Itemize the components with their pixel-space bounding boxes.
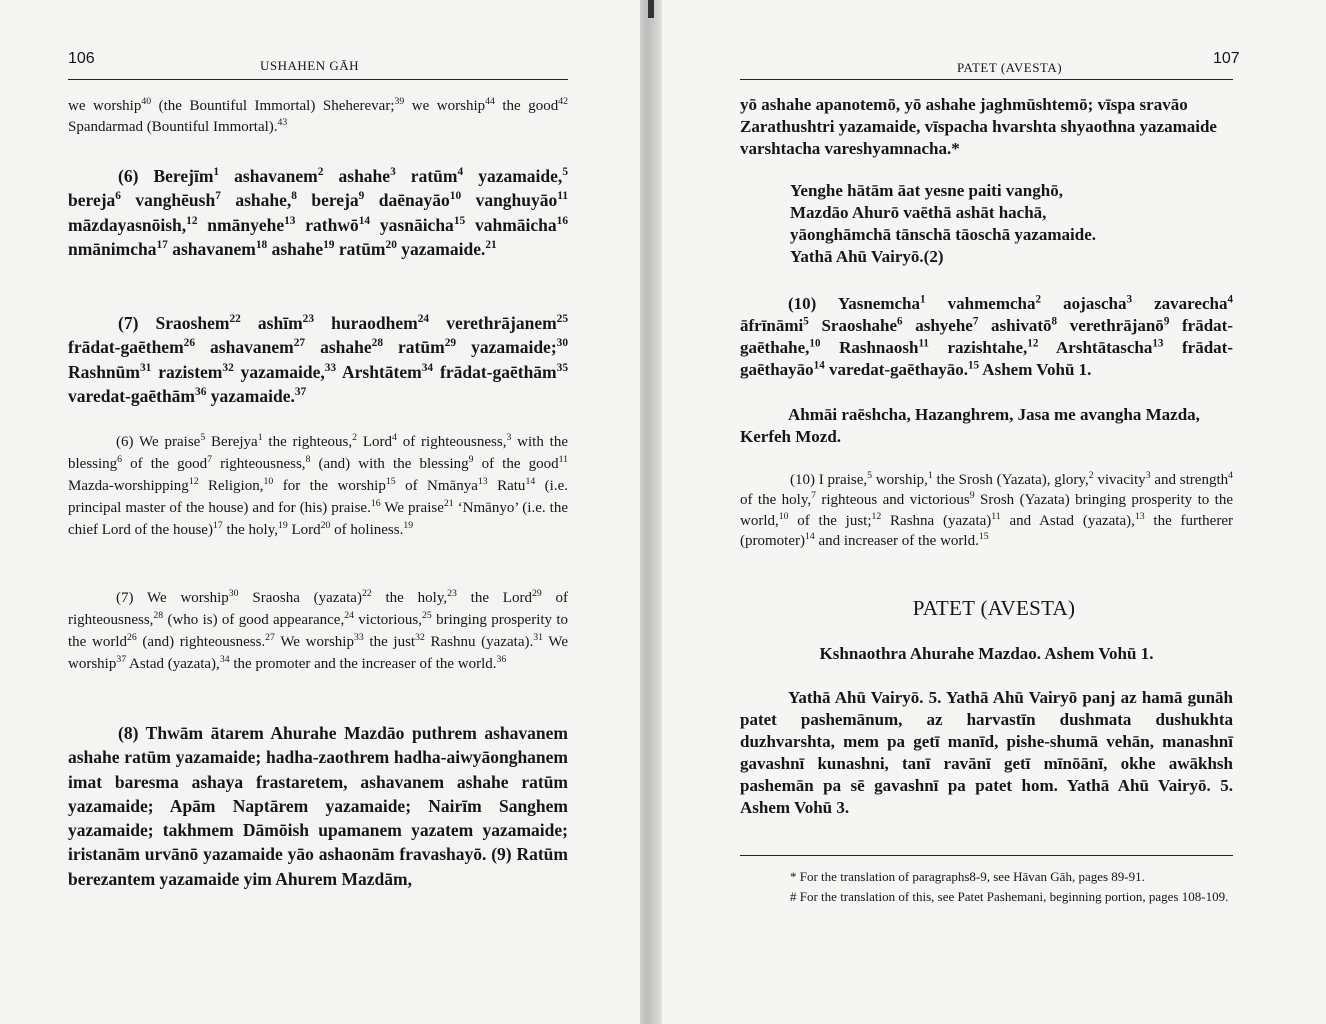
footnote-2: # For the translation of this, see Patet Pashemani, beginning portion, pages 108-109. — [790, 889, 1229, 904]
paragraph-7-translation — [68, 587, 568, 675]
footnote-ref: 9 — [468, 454, 474, 465]
page-number: 107 — [1213, 50, 1240, 67]
footnote-ref: 5 — [562, 166, 568, 179]
text-run: yō ashahe apanotemō, yō ashahe jaghmūshtemō; vīspa sravāo Zarathushtri yazamaide, vīspacha hvarshta shyaothna yazamaide varshtacha vareshyamnacha.* — [740, 95, 1217, 158]
footnote-ref: 1 — [257, 432, 263, 443]
text-run: ratūm — [395, 166, 458, 186]
header-rule — [740, 79, 1233, 80]
text-run: nmānyehe — [197, 214, 285, 235]
gutter-shadow — [648, 0, 654, 18]
footnote-ref: 19 — [403, 520, 414, 531]
text-run: Religion, — [198, 478, 264, 494]
footnote-ref: 8 — [291, 190, 297, 203]
verse-line: yāonghāmchā tānschā tāoschā yazamaide. — [790, 225, 1097, 244]
paragraph-7-avesta — [68, 311, 568, 408]
text-run: (10) I praise, — [790, 472, 868, 488]
footnote-ref: 22 — [361, 588, 372, 599]
text-run: ‘Nmānyo’ (i.e. the chief Lord of the house) — [68, 500, 568, 538]
text-run: zavarecha — [1131, 294, 1228, 313]
text-run: and strength — [1150, 472, 1229, 488]
footnote-rule — [740, 855, 1233, 856]
footnote-ref: 32 — [415, 632, 425, 643]
text-run: bringing prosperity to the world — [68, 612, 568, 650]
right-page — [662, 0, 1326, 1024]
footnote-ref: 3 — [390, 166, 396, 179]
footnote-ref: 21 — [485, 239, 497, 252]
footnote-ref: 2 — [317, 166, 324, 179]
intro-translation — [68, 96, 568, 138]
text-run: (7) Sraoshem — [118, 313, 230, 333]
footnote-ref: 24 — [344, 610, 354, 621]
footnote-ref: 33 — [353, 632, 364, 643]
footnote-ref: 8 — [1051, 315, 1058, 328]
text-run: ratūm — [383, 337, 445, 358]
footnote-ref: 19 — [277, 520, 288, 531]
footnote-ref: 28 — [371, 337, 383, 350]
footnote-ref: 19 — [323, 239, 335, 252]
text-run: māzdayasnōish, — [68, 214, 187, 235]
running-head: USHAHEN GĀH — [260, 58, 360, 73]
text-run: (the Bountiful Immortal) Sheherevar; — [151, 98, 395, 114]
text-run: with the blessing — [68, 434, 569, 472]
text-run: yazamaide, — [463, 166, 563, 186]
footnote-ref: 11 — [558, 454, 568, 465]
text-run: of the holy, — [740, 492, 812, 509]
text-run: vahmāicha — [465, 214, 557, 235]
footnote-ref: 5 — [200, 432, 206, 443]
verse-line: Mazdāo Ahurō vaēthā ashāt hachā, — [790, 203, 1047, 222]
footnote-ref: 30 — [556, 337, 568, 350]
yenghe-hatam-verse — [790, 180, 1230, 268]
footnote-ref: 11 — [991, 510, 1001, 522]
footnote-ref: 36 — [496, 654, 507, 665]
footnote-ref: 15 — [385, 476, 396, 487]
footnote-ref: 23 — [302, 313, 315, 326]
text-run: verethrājanō — [1057, 316, 1164, 335]
text-run: worship, — [872, 472, 928, 488]
text-run: Berejya — [205, 434, 258, 450]
footnote-ref: 26 — [183, 337, 196, 350]
text-run: Yathā Ahū Vairyō. 5. Yathā Ahū Vairyō panj az hamā gunāh patet pashemānum, az harvastīn dushmata dushukhta duzhvarshta, mem pa getī manīd, pishe-shumā vehān, manashnī gavashnī kunashni, tanī ravānī getī mīnōānī, okhe awākhsh pashemān pa sē gavashnī pa patet hom. Yathā Ahū Vairyō. 5. Ashem Vohū 3. — [740, 688, 1233, 817]
text-run: ashahe — [267, 238, 324, 259]
text-run: razistem — [151, 361, 223, 382]
text-run: ashivatō — [978, 316, 1052, 335]
footnote-ref: 18 — [255, 239, 268, 252]
text-run: (and) with the blessing — [310, 456, 469, 472]
text-run: vanghēush — [120, 190, 216, 211]
text-run: we worship — [68, 98, 142, 114]
left-page — [0, 0, 640, 1024]
footnote-ref: 29 — [444, 337, 457, 350]
text-run: the Srosh (Yazata), glory, — [932, 472, 1089, 488]
top-avesta — [740, 94, 1233, 160]
footnote-ref: 7 — [811, 490, 816, 502]
text-run: the holy, — [371, 590, 448, 606]
text-run: aojascha — [1041, 294, 1127, 313]
footnote-ref: 9 — [358, 190, 365, 203]
footnote-1: * For the translation of paragraphs8-9, see Hāvan Gāh, pages 89-91. — [790, 869, 1145, 884]
text-run: Ratu — [487, 478, 526, 494]
running-head: PATET (AVESTA) — [957, 60, 1063, 75]
footnote-ref: 12 — [871, 510, 882, 522]
text-run: nmānimcha — [68, 238, 157, 259]
footnote-ref: 17 — [156, 239, 168, 252]
text-run: huraodhem — [314, 313, 418, 333]
text-run: the holy, — [222, 522, 278, 538]
text-run: ashahe, — [220, 190, 292, 211]
footnote-ref: 2 — [1088, 470, 1094, 481]
paragraph-10-avesta — [740, 293, 1233, 381]
footnote-ref: 31 — [533, 632, 543, 643]
footnote-ref: 13 — [1152, 337, 1164, 350]
footnote-ref: 3 — [1126, 293, 1132, 306]
footnote-ref: 24 — [417, 313, 430, 326]
footnote-ref: 4 — [457, 166, 464, 179]
text-run: (i.e. principal master of the house) and for (his) praise. — [68, 478, 568, 516]
text-run: frādat-gaēthām — [433, 361, 557, 382]
text-run: Rashna (yazata) — [881, 512, 992, 529]
footnote-ref: 12 — [1027, 337, 1039, 350]
text-run: frādat-gaēthem — [68, 337, 184, 358]
text-run: We worship — [274, 634, 354, 650]
footnote-ref: 15 — [978, 530, 989, 542]
text-run: We worship — [68, 634, 569, 672]
footnote-ref: 34 — [421, 361, 434, 374]
footnote-ref: 14 — [525, 476, 536, 487]
text-run: vivacity — [1093, 472, 1146, 488]
footnote-ref: 42 — [558, 96, 568, 107]
text-run: Astad (yazata), — [126, 656, 220, 672]
text-run: Arshtātem — [336, 361, 422, 382]
text-run: Sraosha (yazata) — [238, 590, 362, 606]
page-number: 106 — [68, 50, 95, 67]
footnote-ref: 23 — [447, 588, 457, 599]
text-run: vanghuyāo — [461, 190, 558, 211]
footnote-ref: 11 — [557, 190, 568, 203]
text-run: āfrīnāmi — [740, 316, 804, 335]
text-run: of the good — [122, 456, 208, 472]
text-run: righteous and victorious — [815, 492, 970, 509]
footnote-ref: 9 — [1163, 315, 1170, 328]
footnote-ref: 20 — [385, 239, 397, 252]
text-run: ashahe — [305, 337, 372, 358]
paragraph-6-avesta — [68, 164, 568, 261]
text-run: bereja — [296, 190, 359, 211]
footnote-ref: 12 — [188, 476, 199, 487]
text-run: of the just; — [788, 512, 872, 529]
text-run: daēnayāo — [364, 190, 450, 211]
footnote-ref: 15 — [453, 214, 466, 227]
footnote-ref: 11 — [918, 337, 929, 350]
footnote-ref: 5 — [867, 470, 872, 481]
text-run: ashavanem — [167, 238, 256, 259]
footnote-ref: 37 — [116, 654, 127, 665]
text-run: (8) Thwām ātarem Ahurahe Mazdāo puthrem ashavanem ashahe ratūm yazamaide; hadha-zaothrem hadha-aiwyāonghanem imat baresma ashaya frastaretem, ashavanem ashahe ratūm yazamaide; Apām Naptārem yazamaide; Nairīm Sanghem yazamaide; takhmem Dāmōish upamanem yazatem yazamaide; iristanām urvānō yazamaide yāo ashaonām fravashayō. (9) Ratūm berezantem yazamaide yim Ahurem Mazdām, — [68, 723, 568, 889]
footnote-ref: 6 — [897, 315, 903, 328]
text-run: Arshtātascha — [1038, 338, 1153, 357]
footnote-ref: 16 — [556, 214, 568, 227]
text-run: Spandarmad (Bountiful Immortal). — [68, 119, 278, 135]
text-run: (7) We worship — [116, 590, 229, 606]
text-run: We praise — [380, 500, 444, 516]
footnote-ref: 44 — [485, 96, 495, 107]
section-title: PATET (AVESTA) — [912, 596, 1076, 620]
footnote-ref: 29 — [531, 588, 542, 599]
text-run: ashīm — [240, 313, 303, 333]
text-run: Sraoshahe — [808, 316, 898, 335]
text-run: of holiness. — [330, 522, 404, 538]
footnote-ref: 7 — [215, 190, 221, 203]
footnote-ref: 4 — [1227, 293, 1233, 306]
text-run: the good — [494, 98, 559, 114]
text-run: varedat-gaēthām — [68, 385, 196, 406]
text-run: yazamaide, — [233, 361, 325, 382]
text-run: (who is) of good appearance, — [163, 612, 345, 628]
footnote-ref: 16 — [370, 498, 381, 509]
footnote-ref: 13 — [284, 214, 296, 227]
footnote-ref: 14 — [813, 359, 825, 372]
footnote-ref: 14 — [804, 530, 815, 542]
verse-line: Yenghe hātām āat yesne paiti vanghō, — [790, 181, 1063, 200]
footnote-ref: 6 — [117, 454, 123, 465]
verse-line: Yathā Ahū Vairyō.(2) — [790, 247, 944, 266]
footnote-ref: 40 — [141, 96, 152, 107]
text-run: we worship — [404, 98, 486, 114]
text-run: and Astad (yazata), — [1000, 512, 1135, 529]
footnote-ref: 32 — [222, 361, 234, 374]
text-run: vahmemcha — [925, 294, 1036, 313]
text-run: of righteousness, — [396, 434, 507, 450]
footnote-ref: 7 — [972, 315, 979, 328]
footnote-ref: 4 — [1228, 470, 1233, 481]
text-run: of the good — [473, 456, 559, 472]
text-run: razishtahe, — [928, 338, 1028, 357]
text-run: victorious, — [353, 612, 423, 628]
text-run: ashahe — [323, 166, 391, 186]
text-run: (and) righteousness. — [136, 634, 266, 650]
text-run: (10) Yasnemcha — [788, 294, 920, 313]
footnote-ref: 30 — [228, 588, 239, 599]
text-run: Rashnaosh — [820, 338, 919, 357]
footnote-ref: 8 — [305, 454, 311, 465]
text-run: the just — [363, 634, 416, 650]
text-run: Lord — [287, 522, 321, 538]
footnote-ref: 3 — [1145, 470, 1151, 481]
footnote-ref: 1 — [920, 293, 926, 306]
footnote-ref: 35 — [556, 361, 568, 374]
footnote-ref: 37 — [294, 386, 307, 399]
text-run: rathwō — [295, 214, 359, 235]
text-run: the righteous, — [262, 434, 353, 450]
footnote-ref: 34 — [219, 654, 230, 665]
footnote-ref: 7 — [207, 454, 213, 465]
text-run: of Nmānya — [395, 478, 478, 494]
text-run: yazamaide. — [396, 238, 486, 259]
footnote-ref: 33 — [324, 361, 337, 374]
text-run: varedat-gaēthayāo. — [824, 360, 968, 379]
text-run: the promoter and the increaser of the world. — [229, 656, 497, 672]
footnote-ref: 1 — [927, 470, 933, 481]
paragraph-8-9-avesta — [68, 721, 568, 891]
footnote-ref: 26 — [127, 632, 137, 643]
text-run: for the worship — [273, 478, 386, 494]
text-run: Ahmāi raēshcha, Hazanghrem, Jasa me avangha Mazda, Kerfeh Mozd. — [740, 405, 1200, 446]
footnote-ref: 25 — [422, 610, 432, 621]
footnote-ref: 15 — [967, 359, 979, 372]
book-gutter — [640, 0, 662, 1024]
text-run: ashyehe — [902, 316, 973, 335]
text-run: of righteousness, — [68, 590, 569, 628]
text-run: Srosh (Yazata) bringing prosperity to the world, — [740, 492, 1234, 529]
footnote-ref: 4 — [392, 432, 397, 443]
footnote-ref: 10 — [778, 510, 789, 522]
footnote-ref: 43 — [277, 117, 288, 128]
paragraph-6-translation — [68, 431, 568, 541]
text-run: yazamaide; — [456, 337, 557, 358]
footnote-ref: 27 — [265, 632, 275, 643]
kshnaothra-line: Kshnaothra Ahurahe Mazdao. Ashem Vohū 1. — [819, 644, 1154, 663]
text-run: the furtherer (promoter) — [740, 512, 1233, 549]
paragraph-10-translation — [740, 470, 1233, 551]
footnote-ref: 25 — [556, 313, 569, 326]
footnote-ref: 27 — [293, 337, 306, 350]
footnote-ref: 1 — [213, 166, 220, 179]
text-run: the Lord — [456, 590, 532, 606]
footnote-ref: 10 — [809, 337, 821, 350]
text-run: (6) We praise — [116, 434, 201, 450]
footnote-ref: 20 — [320, 520, 331, 531]
text-run: Rashnūm — [68, 361, 140, 382]
footnote-ref: 28 — [153, 610, 164, 621]
text-run: ratūm — [334, 238, 386, 259]
patet-text — [740, 687, 1233, 819]
text-run: ashavanem — [219, 166, 318, 186]
text-run: and increaser of the world. — [814, 532, 979, 549]
footnote-ref: 6 — [115, 190, 121, 203]
footnote-ref: 9 — [969, 490, 975, 502]
text-run: righteousness, — [212, 456, 306, 472]
text-run: bereja — [68, 190, 116, 211]
text-run: ashavanem — [195, 337, 294, 358]
footnote-ref: 14 — [358, 214, 371, 227]
footnote-ref: 22 — [229, 313, 241, 326]
ahmai-raeshcha — [740, 404, 1233, 448]
text-run: yasnāicha — [370, 214, 454, 235]
text-run: frādat-gaēthayāo — [740, 338, 1233, 379]
text-run: Mazda-worshipping — [68, 478, 189, 494]
footnote-ref: 12 — [186, 214, 198, 227]
footnote-ref: 10 — [449, 190, 462, 203]
text-run: yazamaide. — [206, 385, 295, 406]
header-rule — [68, 79, 568, 80]
text-run: verethrājanem — [429, 313, 557, 333]
footnote-ref: 13 — [1134, 510, 1145, 522]
footnote-ref: 5 — [803, 315, 809, 328]
text-run: Ashem Vohū 1. — [979, 360, 1092, 379]
footnote-ref: 31 — [139, 361, 152, 374]
footnote-ref: 17 — [212, 520, 223, 531]
footnote-ref: 10 — [263, 476, 274, 487]
footnote-ref: 21 — [443, 498, 454, 509]
text-run: frādat-gaēthahe, — [740, 316, 1233, 357]
text-run: (6) Berejīm — [118, 166, 214, 186]
footnote-ref: 2 — [1035, 293, 1042, 306]
footnote-ref: 39 — [394, 96, 405, 107]
text-run: Rashnu (yazata). — [424, 634, 534, 650]
footnote-ref: 2 — [352, 432, 358, 443]
text-run: Lord — [357, 434, 393, 450]
footnote-ref: 36 — [195, 386, 207, 399]
footnote-ref: 3 — [506, 432, 512, 443]
footnote-ref: 13 — [477, 476, 488, 487]
